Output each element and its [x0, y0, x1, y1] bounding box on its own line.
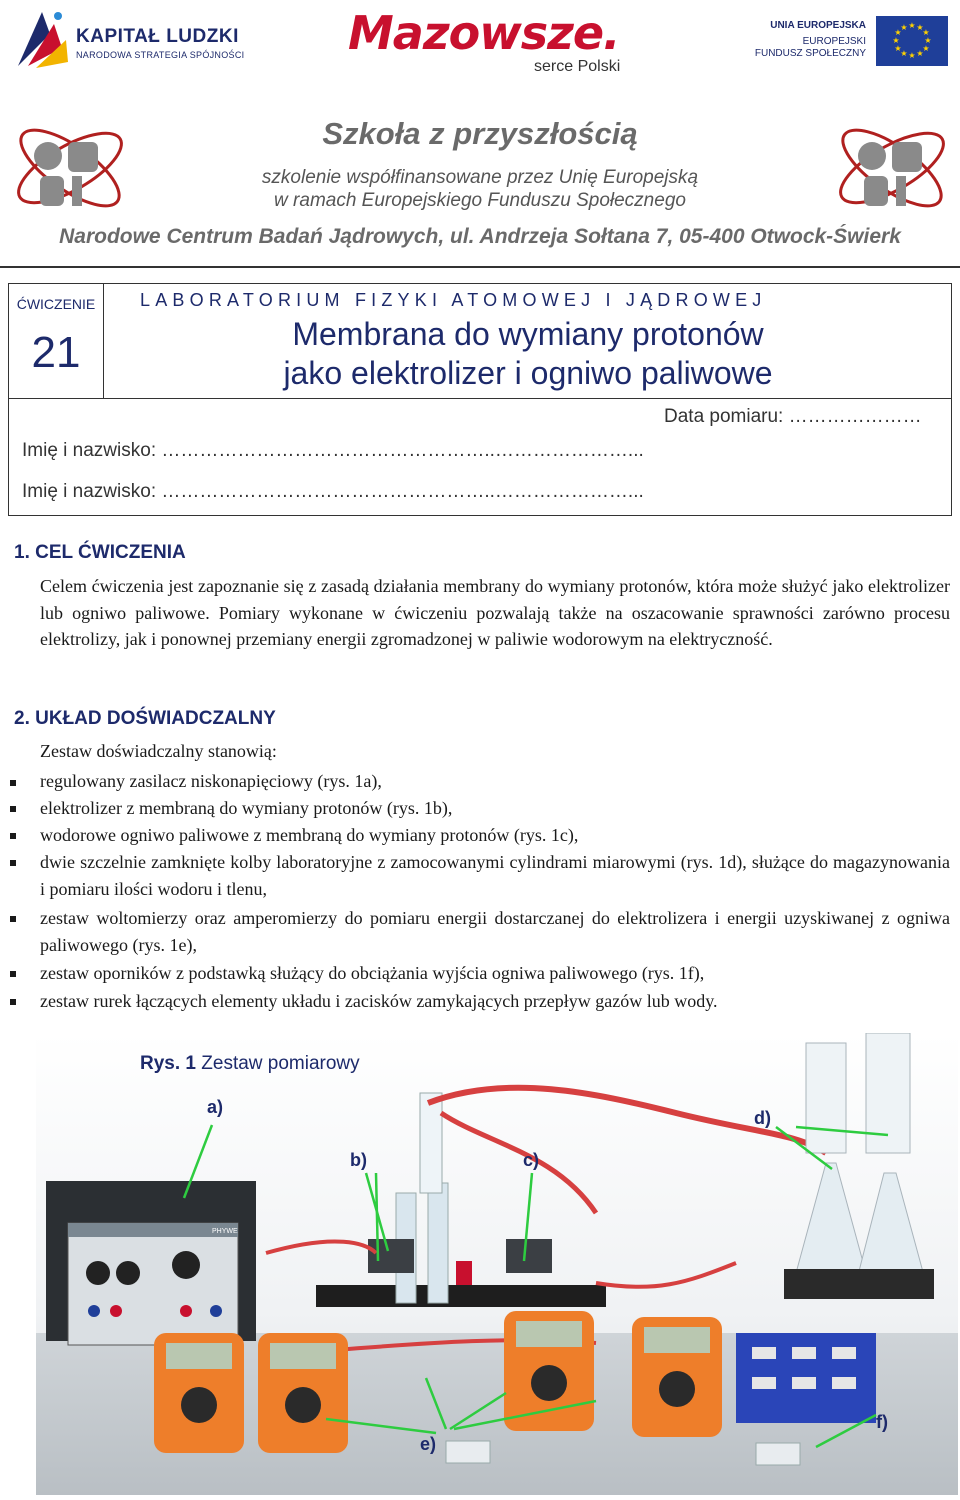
svg-text:★: ★: [894, 28, 902, 37]
kapital-ludzki-title: KAPITAŁ LUDZKI: [76, 26, 239, 47]
eu-flag-icon: [876, 16, 948, 66]
list-item: regulowany zasilacz niskonapięciowy (rys. 1a),: [40, 771, 382, 791]
list-item: elektrolizer z membraną do wymiany protonów (rys. 1b),: [40, 798, 453, 818]
exercise-number: 21: [31, 328, 81, 377]
figure-label-f: f): [876, 1412, 888, 1432]
header-divider: [0, 266, 960, 268]
name-field-2: Imię i nazwisko: ……………………………………………..…………………...: [22, 481, 644, 502]
svg-text:★: ★: [894, 44, 902, 53]
power-supply-brand: PHYWE: [212, 1228, 238, 1235]
bullet-icon: [10, 860, 16, 866]
list-item: wodorowe ogniwo paliwowe z membraną do wymiany protonów (rys. 1c),: [40, 825, 579, 845]
svg-text:★: ★: [900, 49, 908, 58]
measurement-date-field: Data pomiaru: …………………: [664, 406, 922, 427]
section1-text: Celem ćwiczenia jest zapoznanie się z zasadą działania membrany do wymiany protonów, która może służyć jako elektrolizer lub ogniwo paliwowe. Pomiary wykonane w ćwiczeniu pozwalają także na oszacowanie sprawności zarówno procesu elektrolizy, jak i ponownej przemiany energii zgromadzonej w paliwie wodorowym na elektryczność.: [40, 576, 950, 650]
svg-text:★: ★: [908, 51, 916, 60]
figure-caption-number: Rys. 1: [140, 1053, 196, 1074]
svg-text:★: ★: [922, 28, 930, 37]
figure-label-a: a): [207, 1097, 224, 1117]
power-supply-illustration: [46, 1181, 256, 1345]
lab-title: LABORATORIUM FIZYKI ATOMOWEJ I JĄDROWEJ: [140, 290, 767, 310]
eu-logo: [754, 14, 948, 68]
exercise-title-line2: jako elektrolizer i ogniwo paliwowe: [283, 355, 773, 391]
svg-text:★: ★: [922, 44, 930, 53]
section2-title: 2. UKŁAD DOŚWIADCZALNY: [14, 708, 276, 729]
mazowsze-logo: [346, 6, 636, 80]
figure-label-d: d): [754, 1108, 771, 1128]
exercise-title-line1: Membrana do wymiany protonów: [292, 316, 764, 352]
list-item: zestaw woltomierzy oraz amperomierzy do pomiaru energii dostarczanej do elektrolizera i energii uzyskiwanej z ogniwa paliwowego (rys. 1e),: [40, 908, 950, 955]
svg-text:★: ★: [900, 23, 908, 32]
header-subtitle-line1: szkolenie współfinansowane przez Unię Europejską: [261, 167, 699, 188]
name-field-1: Imię i nazwisko: ……………………………………………..…………………...: [22, 440, 644, 461]
svg-text:★: ★: [916, 23, 924, 32]
svg-text:★: ★: [924, 36, 932, 45]
figure-label-c: c): [523, 1150, 540, 1170]
figure-label-e: e): [420, 1434, 437, 1454]
bullet-icon: [10, 833, 16, 839]
eu-line1: UNIA EUROPEJSKA: [770, 20, 866, 31]
bullet-icon: [10, 971, 16, 977]
section2-intro: Zestaw doświadczalny stanowią:: [40, 741, 277, 761]
kapital-ludzki-logo: [14, 4, 254, 74]
svg-text:★: ★: [916, 49, 924, 58]
bullet-icon: [10, 916, 16, 922]
exercise-label: ĆWICZENIE: [16, 296, 96, 312]
resistor-box-illustration: [736, 1333, 876, 1423]
figure-caption: [140, 1053, 360, 1075]
kapital-ludzki-emblem-icon: [14, 4, 74, 74]
header-address: Narodowe Centrum Badań Jądrowych, ul. Andrzeja Sołtana 7, 05-400 Otwock-Świerk: [59, 225, 901, 248]
svg-text:★: ★: [892, 36, 900, 45]
eu-line2: EUROPEJSKI: [802, 36, 866, 47]
mazowsze-wordmark: Mazowsze.: [348, 6, 620, 60]
list-item: dwie szczelnie zamknięte kolby laboratoryjne z zamocowanymi cylindrami miarowymi (rys. 1d), służące do magazynowania i pomiaru ilości wodoru i tlenu,: [40, 852, 950, 899]
mazowsze-subtitle: serce Polski: [534, 58, 621, 75]
bullet-icon: [10, 806, 16, 812]
list-item: zestaw oporników z podstawką służący do obciążania wyjścia ogniwa paliwowego (rys. 1f),: [40, 963, 705, 983]
header-title: Szkoła z przyszłością: [322, 116, 638, 151]
section1-title: 1. CEL ĆWICZENIA: [14, 542, 186, 563]
figure-label-b: b): [350, 1150, 367, 1170]
kapital-ludzki-subtitle: NARODOWA STRATEGIA SPÓJNOŚCI: [76, 50, 245, 60]
list-item: zestaw rurek łączących elementy układu i zacisków zamykających przepływ gazów lub wody.: [40, 991, 718, 1011]
bullet-icon: [10, 999, 16, 1005]
svg-text:★: ★: [908, 21, 916, 30]
figure-caption-text: Zestaw pomiarowy: [201, 1053, 360, 1074]
eu-line3: FUNDUSZ SPOŁECZNY: [754, 48, 866, 59]
experiment-photo: [36, 1033, 958, 1495]
bullet-icon: [10, 780, 16, 786]
header-subtitle-line2: w ramach Europejskiego Funduszu Społecznego: [274, 190, 686, 211]
